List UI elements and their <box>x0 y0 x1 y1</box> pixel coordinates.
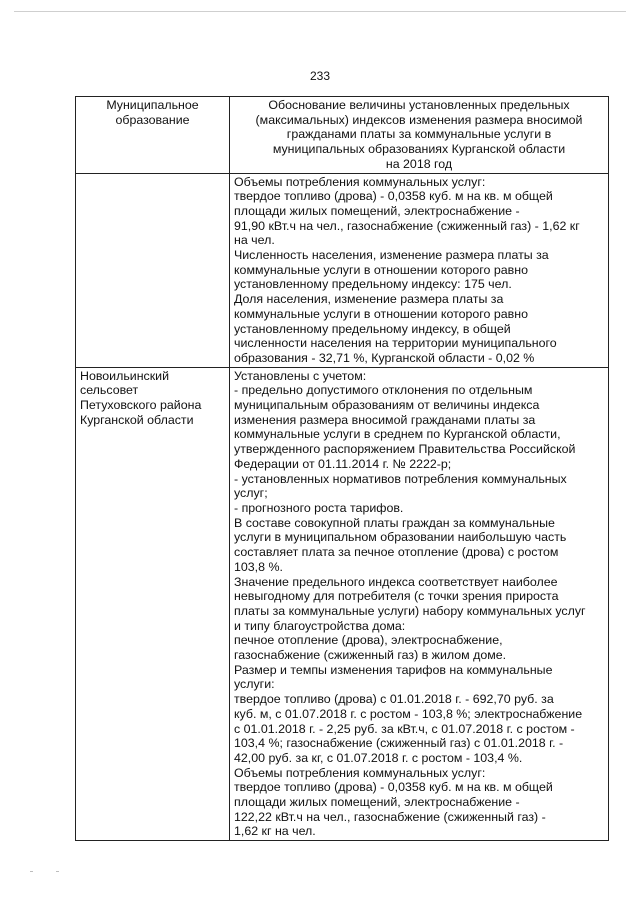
paragraph-consumption-volumes: Объемы потребления коммунальных услуг: твердое топливо (дрова) - 0,0358 куб. м на кв. м общей площади жилых помещений, электроснабжение - 122,22 кВт.ч на чел., газоснабжение (сжиженный газ) - 1,62 кг на чел. <box>234 765 553 839</box>
justification-cell <box>230 367 609 841</box>
justification-cell <box>230 173 609 367</box>
municipality-name: Новоильинский сельсовет Петуховского района Курганской области <box>80 368 202 427</box>
paragraph-population-share: Доля населения, изменение размера платы за коммунальные услуги в отношении которого равно установленному предельному индексу, в общей численности населения на территории муниципального образования - 32,71 %, Курганской области - 0,02 % <box>234 292 557 365</box>
scan-speck <box>56 871 59 872</box>
paragraph-consumption-volumes: Объемы потребления коммунальных услуг: твердое топливо (дрова) - 0,0358 куб. м на кв. м общей площади жилых помещений, электроснабжение - 91,90 кВт.ч на чел., газоснабжение (сжиженный газ) - 1,62 кг на чел. <box>234 174 580 248</box>
paragraph-established-basis: Установлены с учетом: - предельно допустимого отклонения по отдельным муниципальным образованиям от величины индекса изменения размера вносимой гражданами платы за коммунальные услуги в среднем по Курганской области, утвержденного распоряжением Правительства Российской Федерации от 01.11.2014 г. № 2222-р; - установленных нормативов потребления коммунальных услуг; - прогнозного роста тарифов. <box>234 368 576 515</box>
table-row <box>76 173 609 367</box>
paragraph-population-count: Численность населения, изменение размера платы за коммунальные услуги в отношении которого равно установленному предельному индексу: 175 чел. <box>234 248 549 292</box>
header-municipality <box>76 97 230 174</box>
header-municipality-text: Муниципальное образование <box>106 98 199 127</box>
municipality-cell <box>76 173 230 367</box>
scan-speck <box>30 871 33 872</box>
page-number: 233 <box>309 69 331 83</box>
paragraph-tariffs: Размер и темпы изменения тарифов на коммунальные услуги: твердое топливо (дрова) с 01.01.2018 г. - 692,70 руб. за куб. м, с 01.07.2018 г. с ростом - 103,8 %; электроснабжение с 01.01.2018 г. - 2,25 руб. за кВт.ч, с 01.07.2018 г. с ростом - 103,4 %; газоснабжение (сжиженный газ) с 01.01.2018 г. - 42,00 руб. за кг, с 01.07.2018 г. с ростом - 103,4 %. <box>234 662 583 765</box>
justification-table <box>75 96 609 841</box>
table-header-row <box>76 97 609 174</box>
scan-top-edge-line <box>14 11 626 12</box>
paragraph-total-payment-share: В составе совокупной платы граждан за коммунальные услуги в муниципальном образовании наибольшую часть составляет плата за печное отопление (дрова) с ростом 103,8 %. <box>234 515 567 574</box>
table-row <box>76 367 609 841</box>
header-justification-text: Обоснование величины установленных предельных (максимальных) индексов изменения размера вносимой гражданами платы за коммунальные услуги в муниципальных образованиях Курганской области на 2018 год <box>255 98 583 171</box>
header-justification <box>230 97 609 174</box>
paragraph-index-value: Значение предельного индекса соответствует наиболее невыгодному для потребителя (с точки зрения прироста платы за коммунальные услуги) набору коммунальных услуг и типу благоустройства дома: печное отопление (дрова), электроснабжение, газоснабжение (сжиженный газ) в жилом доме. <box>234 574 586 663</box>
municipality-cell <box>76 367 230 841</box>
